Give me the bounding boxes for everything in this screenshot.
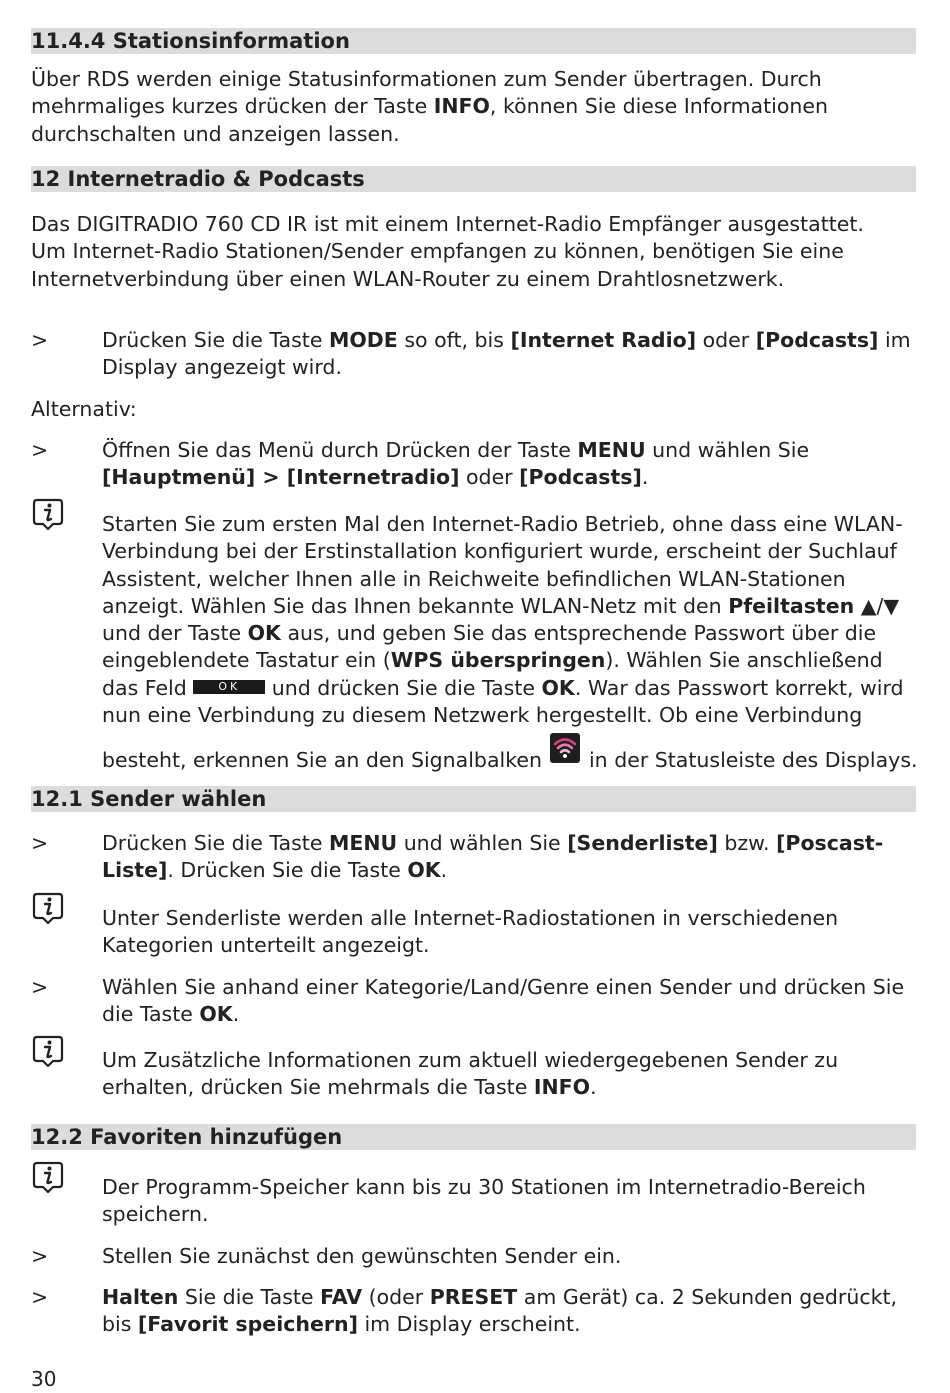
info-note-icon (31, 891, 65, 925)
wifi-signal-icon (550, 733, 580, 763)
list-marker: > (31, 831, 49, 855)
section-heading-12-1: 12.1 Sender wählen (31, 786, 916, 812)
info-note-icon (31, 497, 65, 531)
ok-field-key: OK (193, 680, 265, 694)
list-item-text: Halten Sie die Taste FAV (oder PRESET am Gerät) ca. 2 Sekunden gedrückt, bis [Favorit speichern] im Display erscheint. (102, 1285, 898, 1337)
list-marker: > (31, 328, 49, 352)
list-marker: > (31, 1285, 49, 1309)
info-note-icon (31, 1160, 65, 1194)
section-heading-12: 12 Internetradio & Podcasts (31, 166, 916, 192)
list-marker: > (31, 1244, 49, 1268)
text-line: Internetverbindung über einen WLAN-Router zu einem Drahtlosnetzwerk. (31, 266, 785, 291)
note-text: Unter Senderliste werden alle Internet-Radiostationen in verschiedenen Kategorien unterteilt angezeigt. (102, 906, 839, 958)
section-heading-12-2: 12.2 Favoriten hinzufügen (31, 1124, 916, 1150)
note-text: Der Programm-Speicher kann bis zu 30 Stationen im Internetradio-Bereich speichern. (102, 1175, 866, 1227)
text-line: mehrmaliges kurzes drücken der Taste INFO, können Sie diese Informationen (31, 94, 828, 119)
text-line: Um Internet-Radio Stationen/Sender empfangen zu können, benötigen Sie eine (31, 239, 844, 264)
paragraph-stationsinformation (31, 66, 921, 148)
list-item-text: Wählen Sie anhand einer Kategorie/Land/Genre einen Sender und drücken Sie die Taste OK. (102, 975, 905, 1027)
list-item-text: Öffnen Sie das Menü durch Drücken der Taste MENU und wählen Sie [Hauptmenü] > [Internetradio] oder [Podcasts]. (102, 438, 810, 490)
paragraph-internetradio-intro (31, 211, 921, 293)
list-item-text: Stellen Sie zunächst den gewünschten Sender ein. (102, 1244, 622, 1268)
alternativ-label: Alternativ: (31, 397, 137, 421)
note-text: Um Zusätzliche Informationen zum aktuell wiedergegebenen Sender zu erhalten, drücken Sie mehrmals die Taste INFO. (102, 1048, 839, 1100)
list-marker: > (31, 975, 49, 999)
list-item-text: Drücken Sie die Taste MENU und wählen Sie [Senderliste] bzw. [Poscast- Liste]. Drücken Sie die Taste OK. (102, 831, 884, 883)
list-marker: > (31, 438, 49, 462)
text-line: durchschalten und anzeigen lassen. (31, 121, 400, 146)
page-number: 30 (31, 1367, 57, 1391)
section-heading-11-4-4: 11.4.4 Stationsinformation (31, 28, 916, 54)
note-text: Starten Sie zum ersten Mal den Internet-Radio Betrieb, ohne dass eine WLAN- Verbindung bei der Erstinstallation konfiguriert wurde, erscheint der Suchlauf Assistent, welcher Ihnen alle in Reichweite befindlichen WLAN-Stationen anzeigt. Wählen Sie das Ihnen bekannte WLAN-Netz mit den Pfeiltasten ▲/▼ und der Taste OK aus, und geben Sie das entsprechende Passwort über die eingeblendete Tastatur ein (WPS überspringen). Wählen Sie anschließend das Feld OK und drücken Sie die Taste OK. War das Passwort korrekt, wird nun eine Verbindung zu diesem Netzwerk hergestellt. Ob eine Verbindung besteht, erkennen Sie an den Signalbalken in der Statusleiste des Displays. (102, 512, 918, 773)
list-item-text: Drücken Sie die Taste MODE so oft, bis [Internet Radio] oder [Podcasts] im Display angezeigt wird. (102, 328, 911, 380)
text-line: Über RDS werden einige Statusinformationen zum Sender übertragen. Durch (31, 67, 822, 91)
text-line: Das DIGITRADIO 760 CD IR ist mit einem Internet-Radio Empfänger ausgestattet. (31, 212, 864, 236)
info-note-icon (31, 1034, 65, 1068)
